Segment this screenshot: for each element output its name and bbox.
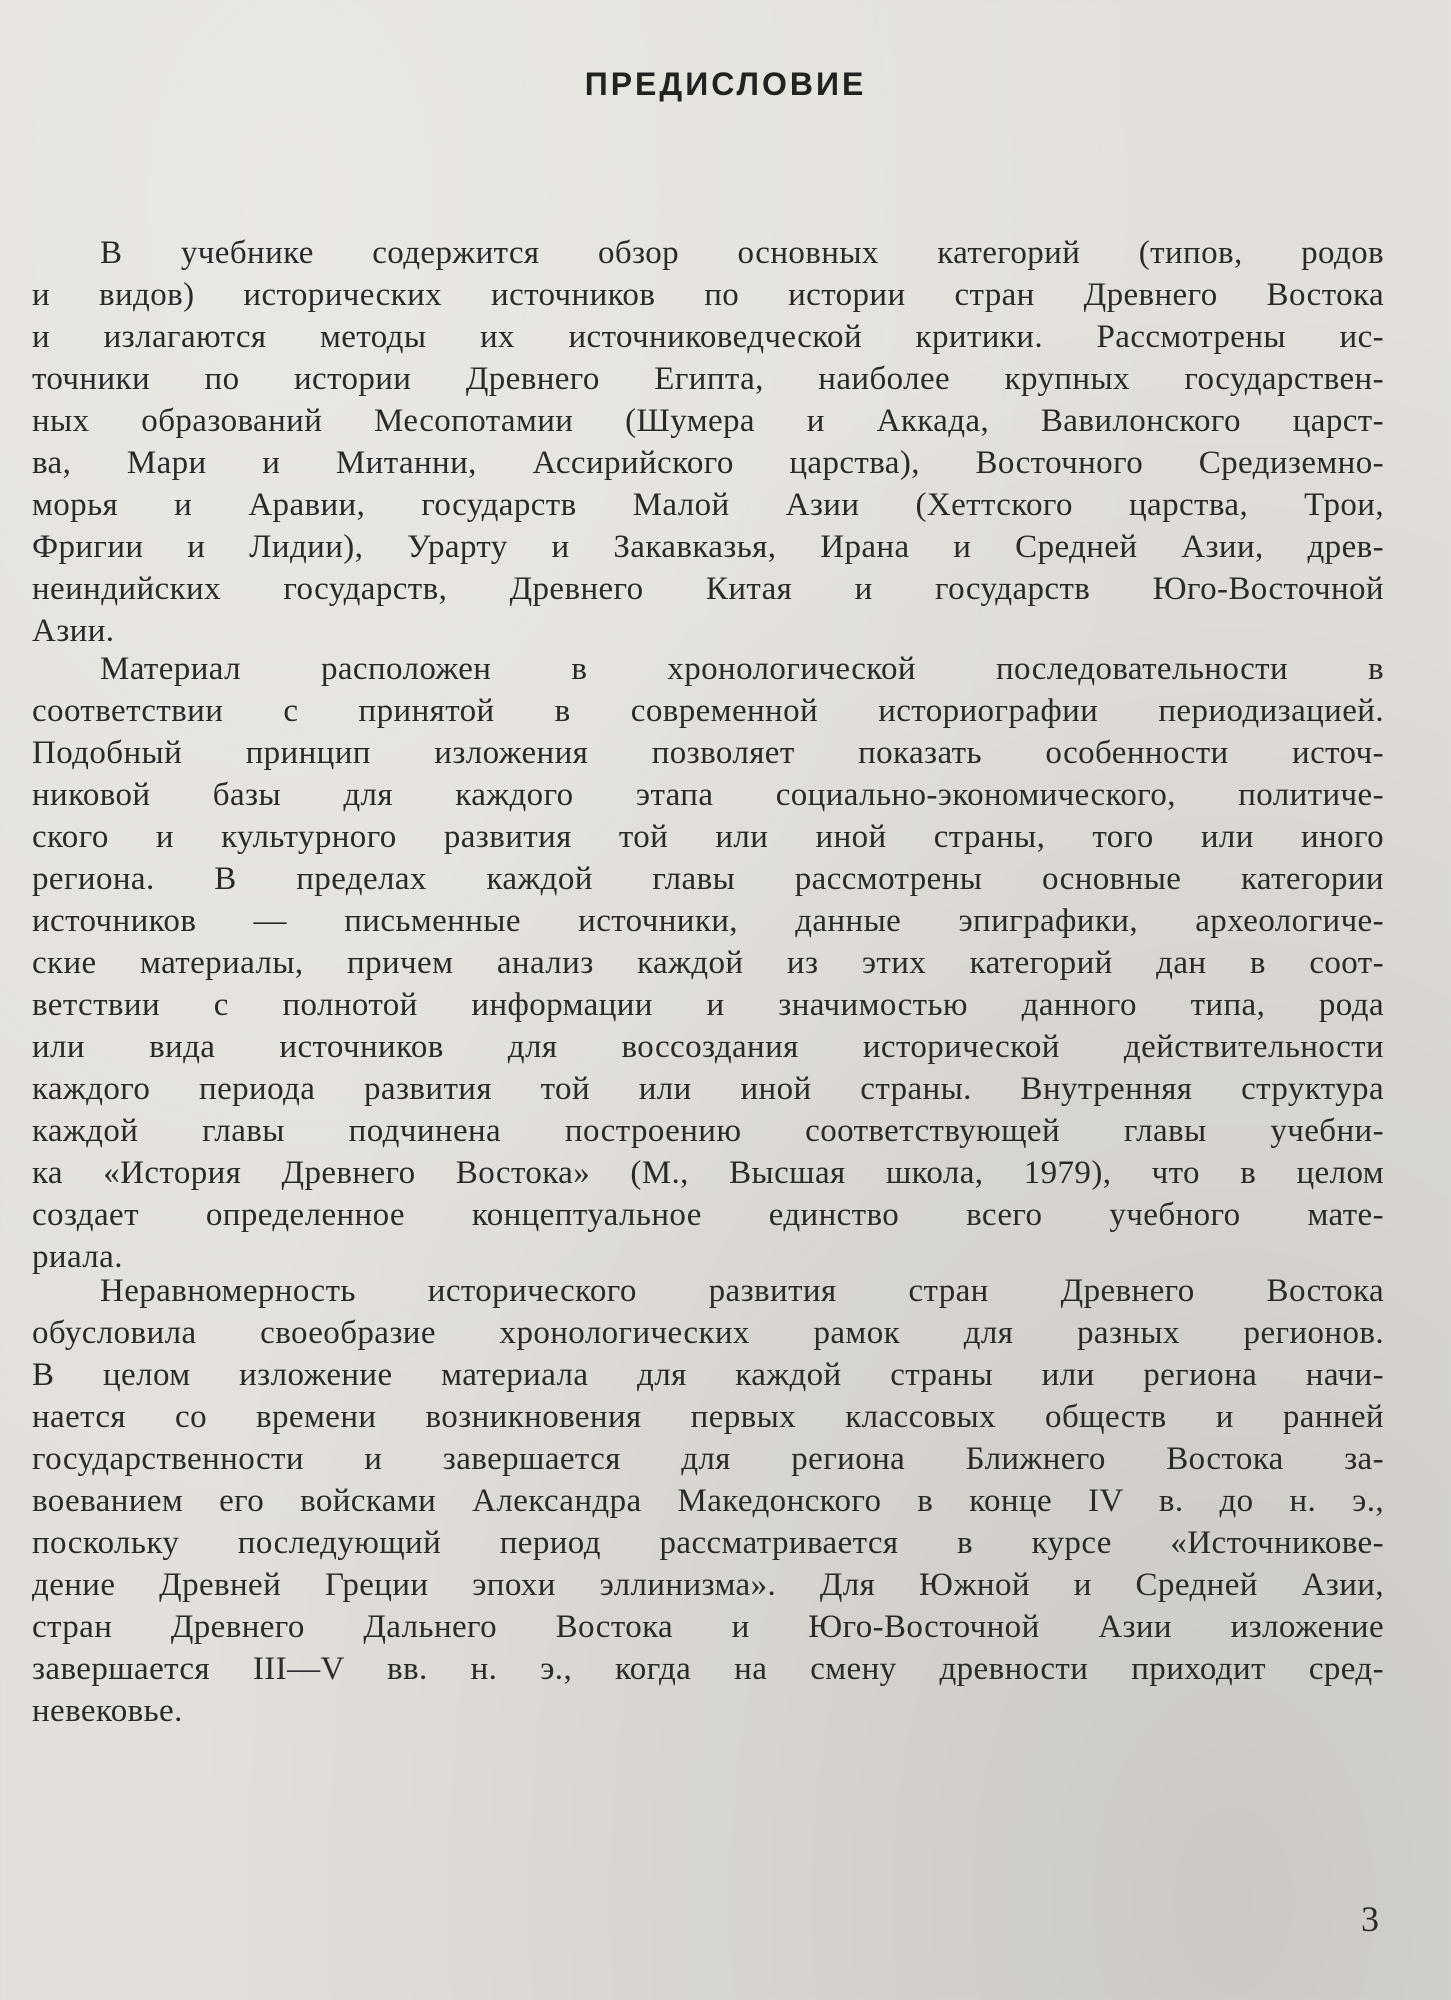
paragraph: [32, 232, 1384, 652]
text-line: точники по истории Древнего Египта, наиболее крупных государствен-: [32, 361, 1384, 397]
paragraph: [32, 1270, 1384, 1732]
text-line: создает определенное концептуальное единство всего учебного мате-: [32, 1197, 1384, 1233]
text-line: и излагаются методы их источниковедческой критики. Рассмотрены ис-: [32, 319, 1384, 355]
text-line: Фригии и Лидии), Урарту и Закавказья, Ирана и Средней Азии, древ-: [32, 529, 1384, 565]
text-line: неиндийских государств, Древнего Китая и государств Юго-Восточной: [32, 571, 1384, 607]
text-line: каждого периода развития той или иной страны. Внутренняя структура: [32, 1071, 1384, 1107]
show-through-text: [560, 0, 1451, 52]
page-number: 3: [1361, 1899, 1379, 1939]
text-line: ские материалы, причем анализ каждой из этих категорий дан в соот-: [32, 945, 1384, 981]
text-line: воеванием его войсками Александра Македонского в конце IV в. до н. э.,: [32, 1483, 1384, 1519]
text-line: ва, Мари и Митанни, Ассирийского царства), Восточного Средиземно-: [32, 445, 1384, 481]
text-line: каждой главы подчинена построению соответствующей главы учебни-: [32, 1113, 1384, 1149]
text-line: Материал расположен в хронологической последовательности в: [100, 651, 1384, 687]
paragraph: [32, 648, 1384, 1278]
text-line: В учебнике содержится обзор основных категорий (типов, родов: [100, 235, 1384, 271]
text-line: В целом изложение материала для каждой страны или региона начи-: [32, 1357, 1384, 1393]
text-line: завершается III—V вв. н. э., когда на смену древности приходит сред-: [32, 1651, 1384, 1687]
text-line: Азии.: [32, 613, 115, 649]
text-line: нается со времени возникновения первых классовых обществ и ранней: [32, 1399, 1384, 1435]
page-title: ПРЕДИСЛОВИЕ: [584, 66, 867, 102]
text-line: Подобный принцип изложения позволяет показать особенности источ-: [32, 735, 1384, 771]
text-line: Неравномерность исторического развития стран Древнего Востока: [100, 1273, 1384, 1309]
text-line: соответствии с принятой в современной историографии периодизацией.: [32, 693, 1384, 729]
text-line: ных образований Месопотамии (Шумера и Аккада, Вавилонского царст-: [32, 403, 1384, 439]
text-line: ского и культурного развития той или иной страны, того или иного: [32, 819, 1384, 855]
text-line: риала.: [32, 1239, 123, 1275]
text-line: или вида источников для воссоздания исторической действительности: [32, 1029, 1384, 1065]
text-line: поскольку последующий период рассматривается в курсе «Источникове-: [32, 1525, 1384, 1561]
text-line: никовой базы для каждого этапа социально-экономического, политиче-: [32, 777, 1384, 813]
text-line: ветствии с полнотой информации и значимостью данного типа, рода: [32, 987, 1384, 1023]
text-line: и видов) исторических источников по истории стран Древнего Востока: [32, 277, 1384, 313]
text-line: государственности и завершается для региона Ближнего Востока за-: [32, 1441, 1384, 1477]
text-line: дение Древней Греции эпохи эллинизма». Для Южной и Средней Азии,: [32, 1567, 1384, 1603]
text-line: морья и Аравии, государств Малой Азии (Хеттского царства, Трои,: [32, 487, 1384, 523]
text-line: невековье.: [32, 1693, 183, 1729]
text-line: региона. В пределах каждой главы рассмотрены основные категории: [32, 861, 1384, 897]
text-line: ка «История Древнего Востока» (М., Высшая школа, 1979), что в целом: [32, 1155, 1384, 1191]
text-line: источников — письменные источники, данные эпиграфики, археологиче-: [32, 903, 1384, 939]
text-line: обусловила своеобразие хронологических рамок для разных регионов.: [32, 1315, 1384, 1351]
text-line: стран Древнего Дальнего Востока и Юго-Восточной Азии изложение: [32, 1609, 1384, 1645]
